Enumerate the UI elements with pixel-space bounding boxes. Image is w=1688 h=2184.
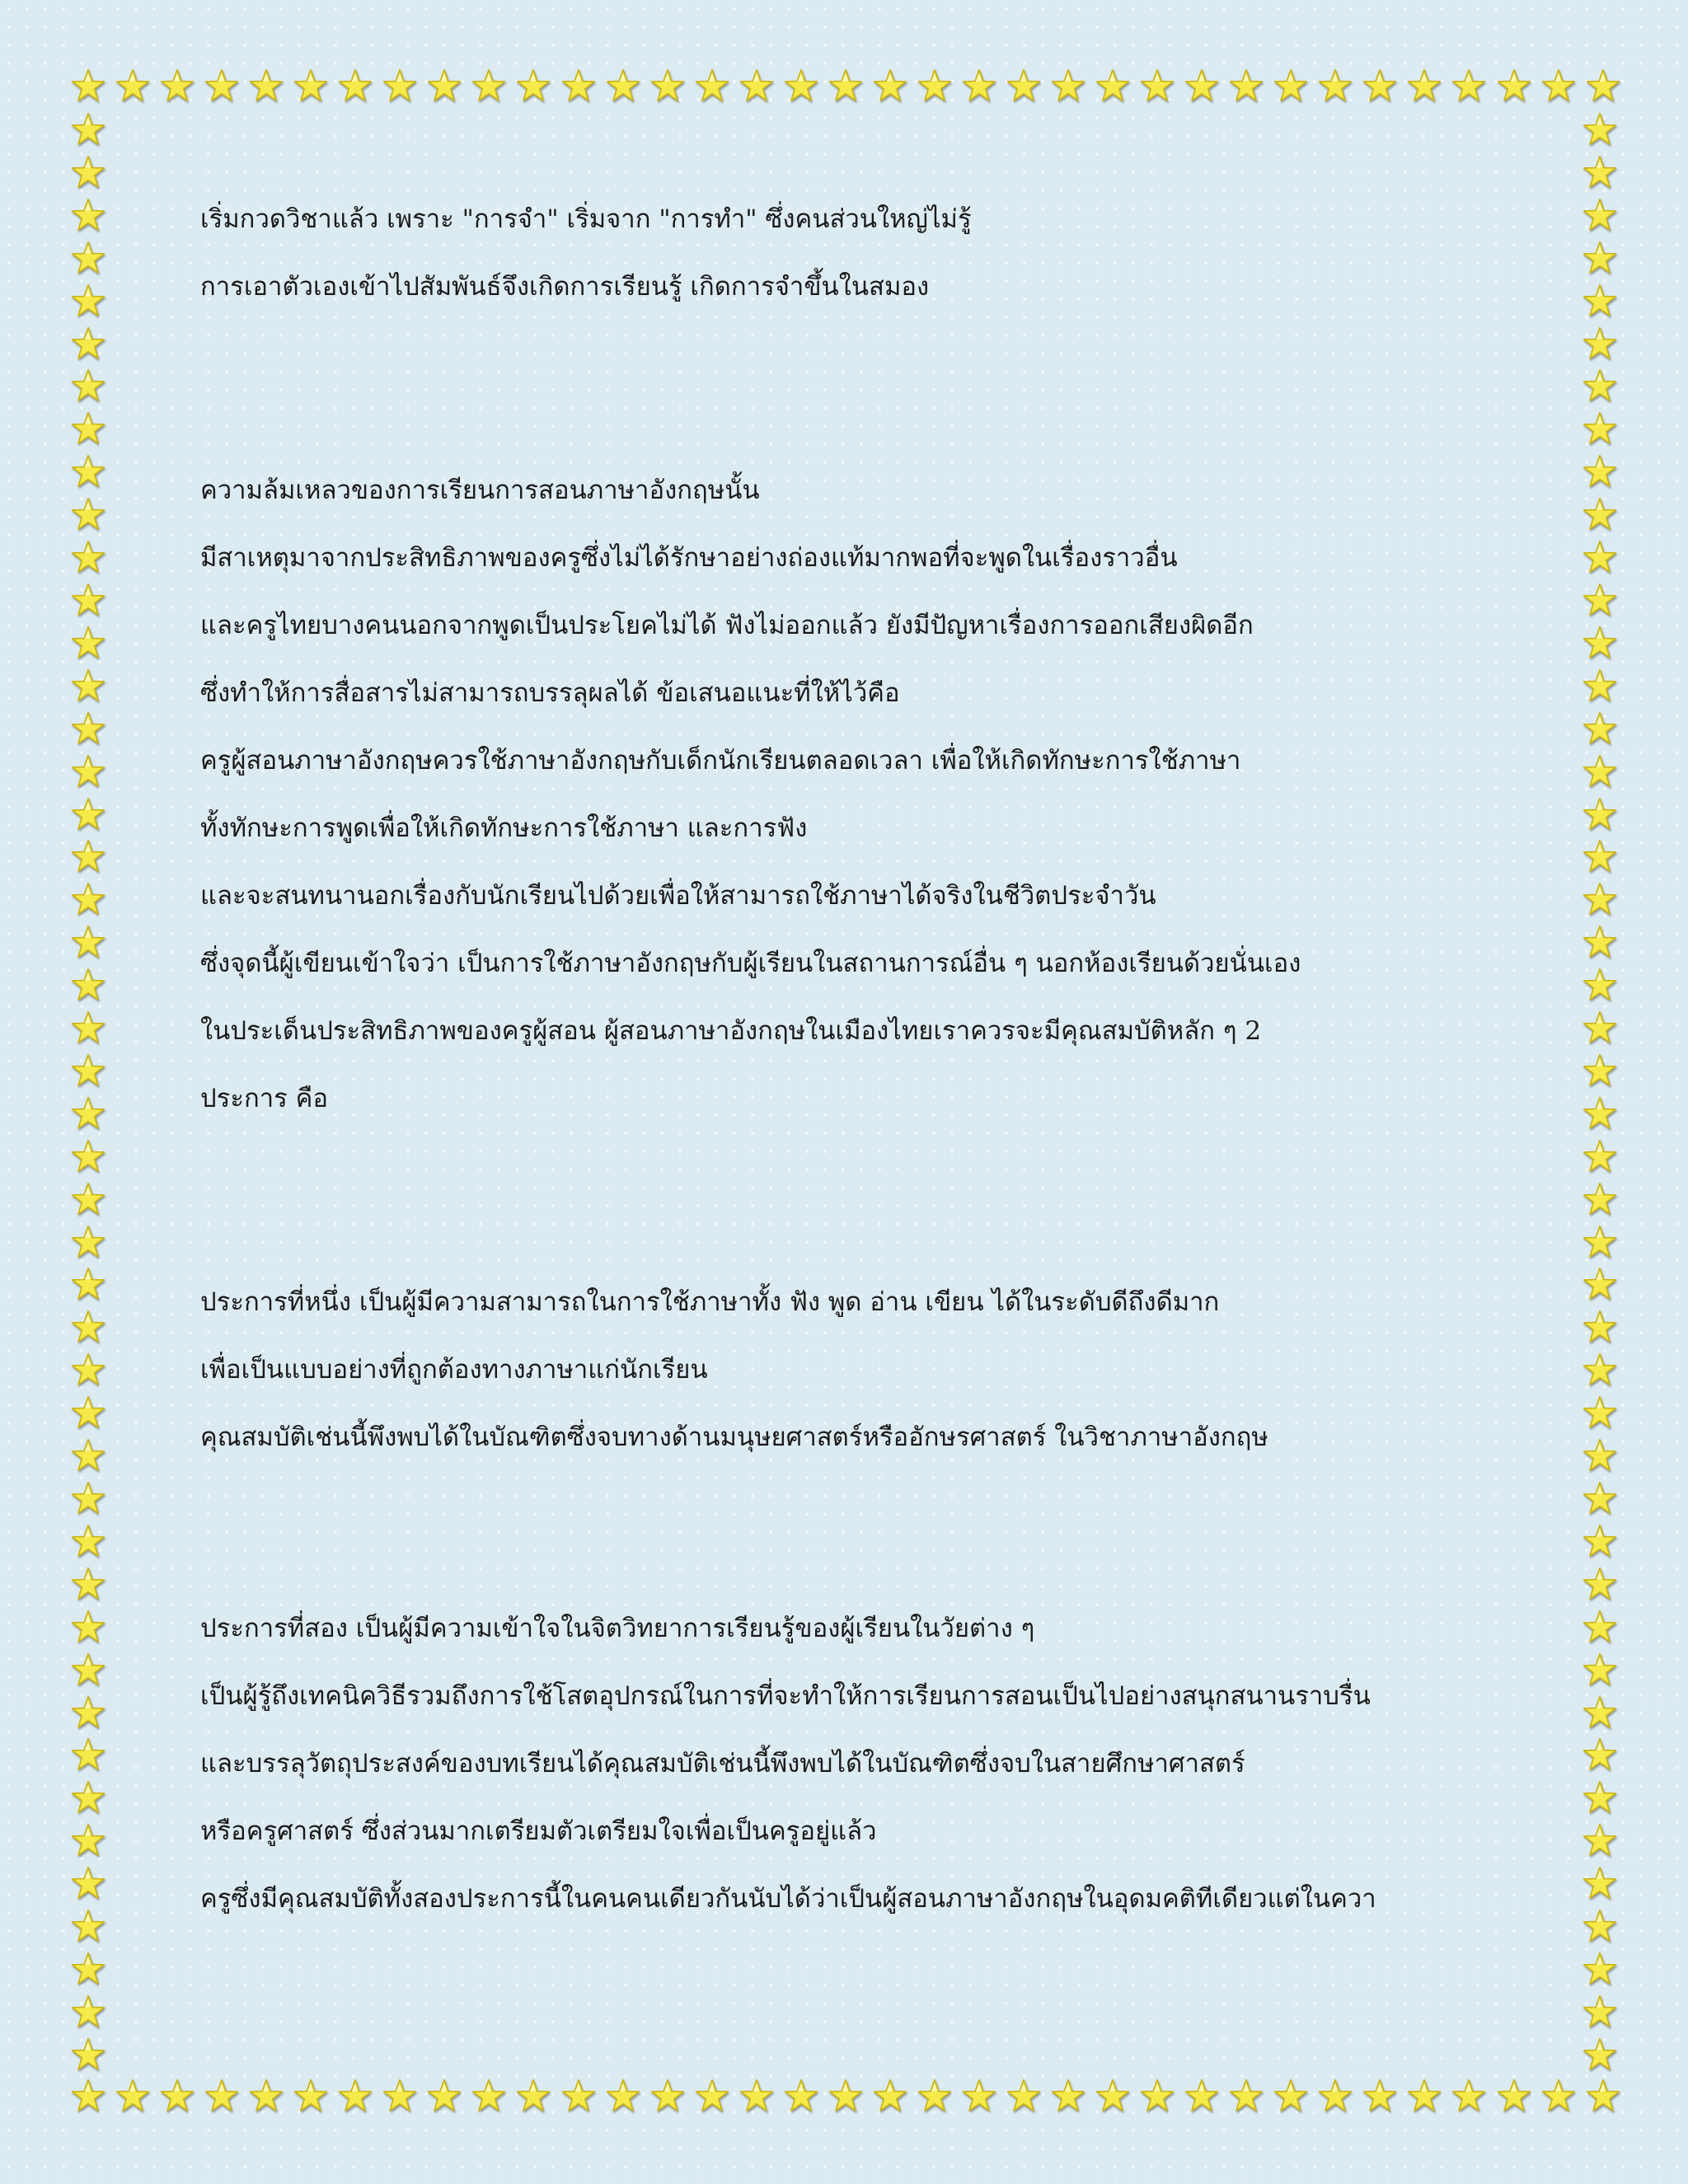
star-icon (71, 1352, 106, 1387)
text-line: เพื่อเป็นแบบอย่างที่ถูกต้องทางภาษาแก่นักเรียน (200, 1355, 708, 1385)
star-icon (249, 2079, 284, 2113)
star-icon (382, 68, 417, 103)
star-icon (1582, 882, 1617, 916)
star-icon (71, 1524, 106, 1558)
star-icon (1095, 2079, 1130, 2113)
star-icon (1582, 1139, 1617, 1174)
star-icon (1582, 1823, 1617, 1858)
star-icon (71, 1823, 106, 1858)
star-icon (338, 68, 373, 103)
star-icon (1140, 2079, 1175, 2113)
star-icon (71, 968, 106, 1002)
star-icon (1582, 284, 1617, 318)
star-icon (71, 454, 106, 489)
star-icon (71, 1010, 106, 1045)
star-icon (1586, 2079, 1620, 2113)
star-icon (427, 2079, 462, 2113)
star-icon (1582, 1737, 1617, 1772)
star-icon (516, 68, 551, 103)
star-icon (1362, 68, 1397, 103)
star-icon (71, 1909, 106, 1943)
text-line: ซึ่งทำให้การสื่อสารไม่สามารถบรรลุผลได้ ข้อเสนอแนะที่ให้ไว้คือ (200, 678, 900, 708)
text-line: ครูซึ่งมีคุณสมบัติทั้งสองประการนี้ในคนคนเดียวกันนับได้ว่าเป็นผู้สอนภาษาอังกฤษในอุดมคติทีเดียวแต่ในควา (200, 1884, 1376, 1914)
star-icon (71, 1737, 106, 1772)
star-icon (1582, 497, 1617, 532)
star-icon (204, 68, 239, 103)
star-icon (71, 1139, 106, 1174)
star-icon (1541, 68, 1576, 103)
star-icon (1451, 2079, 1486, 2113)
star-icon (1582, 1310, 1617, 1344)
star-icon (1318, 2079, 1353, 2113)
star-icon (1582, 754, 1617, 789)
star-icon (561, 68, 596, 103)
star-icon (71, 2037, 106, 2072)
star-icon (1582, 1225, 1617, 1259)
text-line: ความล้มเหลวของการเรียนการสอนภาษาอังกฤษนั้น (200, 476, 760, 505)
star-icon (71, 198, 106, 232)
star-border-bottom (71, 2079, 1620, 2116)
star-icon (1184, 2079, 1219, 2113)
star-icon (71, 368, 106, 403)
star-icon (71, 540, 106, 574)
star-icon (1582, 1952, 1617, 1986)
star-icon (115, 68, 150, 103)
star-icon (561, 2079, 596, 2113)
star-icon (160, 68, 195, 103)
star-icon (1582, 368, 1617, 403)
star-icon (784, 68, 818, 103)
star-icon (160, 2079, 195, 2113)
star-icon (1273, 68, 1308, 103)
star-icon (1582, 1053, 1617, 1088)
star-icon (695, 2079, 729, 2113)
text-line: เป็นผู้รู้ถึงเทคนิควิธีรวมถึงการใช้โสตอุปกรณ์ในการที่จะทำให้การเรียนการสอนเป็นไปอย่างสนุกสนานราบรื่น (200, 1681, 1371, 1711)
star-icon (650, 2079, 685, 2113)
star-icon (1582, 112, 1617, 147)
star-icon (1006, 2079, 1041, 2113)
star-icon (1582, 1352, 1617, 1387)
star-icon (1451, 68, 1486, 103)
text-line: ประการที่สอง เป็นผู้มีความเข้าใจในจิตวิทยาการเรียนรู้ของผู้เรียนในวัยต่าง ๆ (200, 1614, 1035, 1643)
star-border-left (71, 112, 109, 2072)
star-icon (71, 497, 106, 532)
star-icon (71, 68, 106, 103)
star-icon (71, 1780, 106, 1815)
text-line: ประการ คือ (200, 1084, 329, 1113)
star-icon (71, 1395, 106, 1430)
star-icon (71, 882, 106, 916)
text-line: มีสาเหตุมาจากประสิทธิภาพของครูซึ่งไม่ได้รักษาอย่างถ่องแท้มากพอที่จะพูดในเรื่องราวอื่น (200, 543, 1178, 573)
star-icon (1582, 1780, 1617, 1815)
text-line: ประการที่หนึ่ง เป็นผู้มีความสามารถในการใช้ภาษาทั้ง ฟัง พูด อ่าน เขียน ได้ในระดับดีถึงดีมาก (200, 1287, 1220, 1317)
star-icon (71, 1096, 106, 1131)
star-icon (249, 68, 284, 103)
star-icon (1582, 411, 1617, 446)
star-icon (1273, 2079, 1308, 2113)
star-icon (1497, 68, 1531, 103)
star-icon (1582, 1267, 1617, 1301)
star-icon (71, 1695, 106, 1730)
text-line: ครูผู้สอนภาษาอังกฤษควรใช้ภาษาอังกฤษกับเด็กนักเรียนตลอดเวลา เพื่อให้เกิดทักษะการใช้ภาษา (200, 746, 1241, 776)
star-icon (71, 284, 106, 318)
star-icon (71, 411, 106, 446)
star-icon (71, 1310, 106, 1344)
star-icon (1582, 1567, 1617, 1601)
star-icon (828, 68, 863, 103)
star-border-right (1582, 112, 1620, 2072)
star-icon (1582, 1395, 1617, 1430)
star-icon (71, 1225, 106, 1259)
star-icon (1582, 968, 1617, 1002)
star-icon (71, 112, 106, 147)
star-icon (71, 668, 106, 703)
star-icon (71, 1267, 106, 1301)
star-icon (1582, 1010, 1617, 1045)
star-icon (1229, 2079, 1264, 2113)
text-line: คุณสมบัติเช่นนี้พึงพบได้ในบัณฑิตซึ่งจบทางด้านมนุษยศาสตร์หรืออักษรศาสตร์ ในวิชาภาษาอังกฤษ (200, 1422, 1268, 1452)
star-icon (784, 2079, 818, 2113)
text-line: การเอาตัวเองเข้าไปสัมพันธ์จึงเกิดการเรียนรู้ เกิดการจำขึ้นในสมอง (200, 272, 930, 302)
star-icon (204, 2079, 239, 2113)
star-icon (1497, 2079, 1531, 2113)
star-icon (71, 1610, 106, 1644)
star-icon (1582, 925, 1617, 959)
text-line: หรือครูศาสตร์ ซึ่งส่วนมากเตรียมตัวเตรียมใจเพื่อเป็นครูอยู่แล้ว (200, 1816, 877, 1846)
star-icon (1582, 711, 1617, 746)
text-line: และครูไทยบางคนนอกจากพูดเป็นประโยคไม่ได้ ฟังไม่ออกแล้ว ยังมีปัญหาเรื่องการออกเสียงผิดอีก (200, 611, 1254, 640)
star-icon (1582, 839, 1617, 874)
star-icon (71, 626, 106, 660)
star-icon (71, 583, 106, 617)
star-icon (71, 326, 106, 361)
star-icon (71, 797, 106, 832)
star-icon (71, 2079, 106, 2113)
star-icon (293, 68, 328, 103)
star-icon (1407, 2079, 1442, 2113)
star-icon (1582, 1096, 1617, 1131)
star-icon (1229, 68, 1264, 103)
star-icon (739, 68, 774, 103)
star-icon (1582, 1481, 1617, 1516)
star-icon (1095, 68, 1130, 103)
text-line: ในประเด็นประสิทธิภาพของครูผู้สอน ผู้สอนภาษาอังกฤษในเมืองไทยเราควรจะมีคุณสมบัติหลัก ๆ 2 (200, 1016, 1262, 1046)
star-icon (650, 68, 685, 103)
star-icon (71, 1866, 106, 1900)
star-icon (1582, 326, 1617, 361)
star-icon (917, 68, 952, 103)
star-icon (1541, 2079, 1576, 2113)
star-icon (1582, 540, 1617, 574)
star-icon (1582, 1652, 1617, 1687)
star-icon (1582, 1909, 1617, 1943)
star-icon (1582, 583, 1617, 617)
star-icon (1184, 68, 1219, 103)
star-icon (71, 241, 106, 275)
star-icon (1582, 1866, 1617, 1900)
star-icon (1362, 2079, 1397, 2113)
star-icon (1006, 68, 1041, 103)
text-line: ทั้งทักษะการพูดเพื่อให้เกิดทักษะการใช้ภาษา และการฟัง (200, 813, 808, 843)
text-line: เริ่มกวดวิชาแล้ว เพราะ "การจำ" เริ่มจาก "การทำ" ซึ่งคนส่วนใหญ่ไม่รู้ (200, 204, 972, 234)
star-icon (1582, 1438, 1617, 1473)
star-icon (1407, 68, 1442, 103)
star-icon (71, 1567, 106, 1601)
star-icon (1582, 241, 1617, 275)
star-icon (71, 1481, 106, 1516)
star-icon (71, 1952, 106, 1986)
star-icon (427, 68, 462, 103)
star-icon (115, 2079, 150, 2113)
star-icon (1582, 155, 1617, 190)
star-icon (71, 839, 106, 874)
text-line: ซึ่งจุดนี้ผู้เขียนเข้าใจว่า เป็นการใช้ภาษาอังกฤษกับผู้เรียนในสถานการณ์อื่น ๆ นอกห้องเรียนด้วยนั่นเอง (200, 949, 1301, 978)
star-icon (71, 1182, 106, 1216)
star-icon (962, 2079, 996, 2113)
star-icon (695, 68, 729, 103)
star-icon (873, 2079, 907, 2113)
star-icon (1582, 626, 1617, 660)
star-icon (71, 1053, 106, 1088)
star-icon (71, 925, 106, 959)
star-icon (1582, 1695, 1617, 1730)
star-icon (1140, 68, 1175, 103)
star-icon (1582, 668, 1617, 703)
star-icon (1582, 1524, 1617, 1558)
star-icon (71, 155, 106, 190)
star-icon (338, 2079, 373, 2113)
star-icon (1586, 68, 1620, 103)
star-icon (471, 68, 506, 103)
star-icon (1582, 454, 1617, 489)
text-line: และจะสนทนานอกเรื่องกับนักเรียนไปด้วยเพื่อให้สามารถใช้ภาษาได้จริงในชีวิตประจำวัน (200, 881, 1156, 911)
star-icon (71, 711, 106, 746)
star-icon (71, 1438, 106, 1473)
star-icon (1051, 2079, 1085, 2113)
star-icon (962, 68, 996, 103)
star-icon (1582, 198, 1617, 232)
star-icon (739, 2079, 774, 2113)
star-icon (71, 1994, 106, 2029)
star-icon (606, 68, 640, 103)
star-icon (71, 1652, 106, 1687)
star-icon (1051, 68, 1085, 103)
star-icon (471, 2079, 506, 2113)
star-icon (382, 2079, 417, 2113)
star-icon (1582, 1994, 1617, 2029)
star-border-top (71, 68, 1620, 106)
star-icon (71, 754, 106, 789)
star-icon (828, 2079, 863, 2113)
text-line: และบรรลุวัตถุประสงค์ของบทเรียนได้คุณสมบัติเช่นนี้พึงพบได้ในบัณฑิตซึ่งจบในสายศึกษาศาสตร์ (200, 1749, 1245, 1779)
star-icon (1582, 797, 1617, 832)
star-icon (1582, 1610, 1617, 1644)
star-icon (873, 68, 907, 103)
star-icon (917, 2079, 952, 2113)
star-icon (1582, 1182, 1617, 1216)
star-icon (293, 2079, 328, 2113)
star-icon (606, 2079, 640, 2113)
star-icon (516, 2079, 551, 2113)
star-icon (1318, 68, 1353, 103)
star-icon (1582, 2037, 1617, 2072)
